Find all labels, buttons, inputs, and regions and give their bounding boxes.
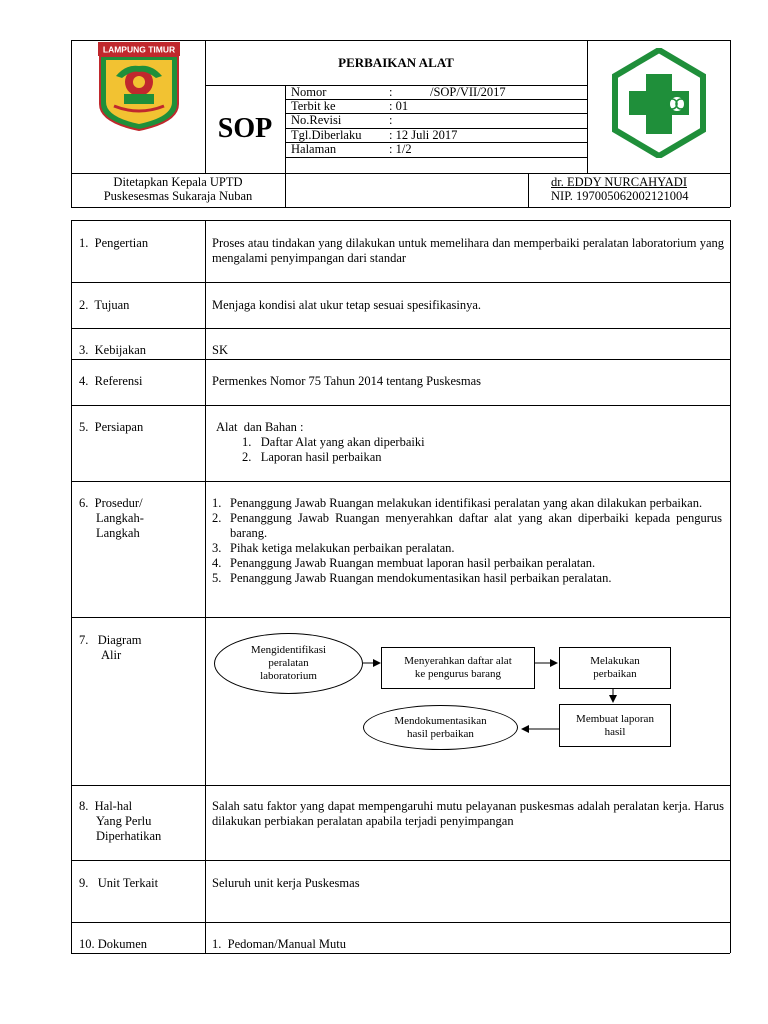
flow-node-text: peralatan (268, 657, 309, 669)
established-by-unit: Puskesesmas Sukaraja Nuban (103, 189, 253, 203)
section-text-dokumen: 1. Pedoman/Manual Mutu (212, 937, 347, 951)
section-label-persiapan: 5. Persiapan (79, 420, 144, 434)
section-text-referensi: Permenkes Nomor 75 Tahun 2014 tentang Puskesmas (212, 374, 482, 388)
signer-name: dr. EDDY NURCAHYADI (551, 175, 687, 189)
flow-node-text: Membuat laporan (576, 712, 654, 725)
persiapan-item: 2. Laporan hasil perbaikan (242, 450, 382, 464)
meta-value: : 12 Juli 2017 (389, 128, 458, 142)
procedure-step (212, 556, 722, 571)
step-text: Pihak ketiga melakukan perbaikan peralatan. (230, 541, 455, 555)
puskesmas-logo (612, 48, 706, 158)
section-label-hal-hal-line2: Yang Perlu (96, 814, 152, 828)
flow-node-text: Menyerahkan daftar alat (404, 655, 512, 667)
section-label-diagram: 7. Diagram (79, 633, 142, 647)
section-label-diagram-line2: Alir (101, 648, 122, 662)
meta-value: : 01 (389, 99, 409, 113)
section-text-hal-hal: Salah satu faktor yang dapat mempengaruhi mutu pelayanan puskesmas adalah peralatan kerja. Harus dilakukan perbiakan peralatan apabila terjadi penyimpangan (212, 799, 724, 828)
meta-label: Nomor (291, 85, 327, 99)
section-label-kebijakan: 3. Kebijakan (79, 343, 146, 357)
flow-node-text: laboratorium (260, 670, 317, 682)
lampung-timur-logo (96, 42, 182, 132)
sop-title: PERBAIKAN ALAT (338, 55, 454, 70)
section-label-prosedur-line3: Langkah (96, 526, 140, 540)
flow-node-report (559, 704, 671, 747)
meta-value: : 1/2 (389, 142, 412, 156)
procedure-steps (212, 496, 722, 586)
flow-node-text: hasil (604, 725, 626, 738)
persiapan-intro: Alat dan Bahan : (216, 420, 304, 434)
section-label-referensi: 4. Referensi (79, 374, 143, 388)
step-number: 3. (212, 541, 222, 555)
step-number: 2. (212, 511, 222, 525)
section-label-prosedur-line2: Langkah- (96, 511, 144, 525)
signer-nip: NIP. 197005062002121004 (551, 189, 689, 203)
sop-label: SOP (217, 113, 273, 144)
meta-label: Halaman (291, 142, 337, 156)
flow-node-text: Mengidentifikasi (250, 644, 327, 656)
meta-value: : /SOP/VII/2017 (389, 85, 506, 99)
section-text-pengertian: Proses atau tindakan yang dilakukan untuk memelihara dan memperbaiki peralatan laboratorium yang mengalami penyimpangan dari standar (212, 236, 724, 265)
section-label-prosedur: 6. Prosedur/ (79, 496, 143, 510)
section-label-tujuan: 2. Tujuan (79, 298, 130, 312)
section-label-hal-hal-line3: Diperhatikan (96, 829, 162, 843)
flow-node-text: ke pengurus barang (414, 668, 502, 680)
section-text-unit-terkait: Seluruh unit kerja Puskesmas (212, 876, 360, 890)
procedure-step (212, 571, 722, 586)
section-text-tujuan: Menjaga kondisi alat ukur tetap sesuai spesifikasinya. (212, 298, 482, 312)
step-number: 5. (212, 571, 222, 585)
section-label-pengertian: 1. Pengertian (79, 236, 149, 250)
flow-node-identify (214, 633, 363, 694)
flow-node-text: hasil perbaikan (407, 727, 474, 740)
meta-label: Terbit ke (291, 99, 336, 113)
meta-label: No.Revisi (291, 113, 342, 127)
step-number: 4. (212, 556, 222, 570)
step-text: Penanggung Jawab Ruangan mendokumentasikan hasil perbaikan peralatan. (230, 571, 612, 585)
flow-node-text: Melakukan (590, 655, 640, 667)
procedure-step (212, 541, 722, 556)
step-text: Penanggung Jawab Ruangan membuat laporan hasil perbaikan peralatan. (230, 556, 596, 570)
step-text: Penanggung Jawab Ruangan menyerahkan daftar alat yang akan diperbaiki kepada pengurus barang. (230, 511, 722, 540)
meta-value: : (389, 113, 393, 127)
procedure-step (212, 496, 722, 511)
meta-label: Tgl.Diberlaku (291, 128, 362, 142)
step-number: 1. (212, 496, 222, 510)
flow-node-document (363, 705, 518, 750)
procedure-step (212, 511, 722, 541)
flow-node-text: perbaikan (593, 668, 637, 680)
flow-node-repair (559, 647, 671, 689)
flow-node-handover (381, 647, 535, 689)
established-by: Ditetapkan Kepala UPTD (113, 175, 243, 189)
persiapan-item: 1. Daftar Alat yang akan diperbaiki (242, 435, 425, 449)
section-label-hal-hal: 8. Hal-hal (79, 799, 133, 813)
step-text: Penanggung Jawab Ruangan melakukan identifikasi peralatan yang akan dilakukan perbaikan. (230, 496, 703, 510)
section-text-kebijakan: SK (212, 343, 228, 357)
logo-caption: LAMPUNG TIMUR (102, 44, 176, 55)
flow-node-text: Mendokumentasikan (394, 714, 487, 727)
section-label-unit-terkait: 9. Unit Terkait (79, 876, 159, 890)
section-label-dokumen: 10. Dokumen (79, 937, 148, 951)
